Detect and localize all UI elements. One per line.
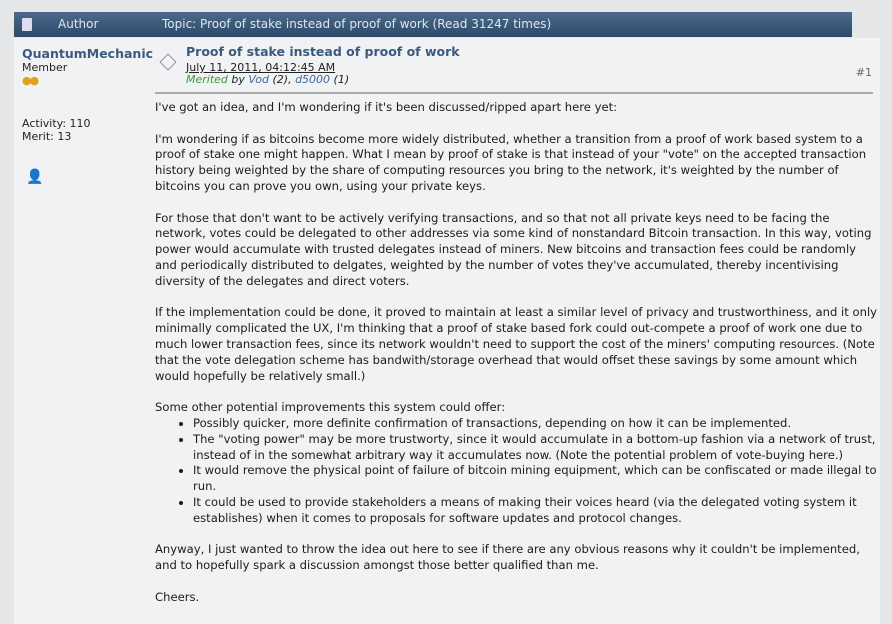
divider xyxy=(155,92,873,94)
post-body xyxy=(155,100,880,621)
paragraph: For those that don't want to be actively verifying transactions, and so that not all private keys need to be facing the network, votes could be delegated to other addresses via some kind of nonstandard Bitcoin transaction. In this way, voting power would accumulate with trusted delegates instead of miners. New bitcoins and transaction fees could be randomly and periodically distributed to delgates, weighted by the number of votes they've accumulated, thereby incentivising diversity of the delegates and direct voters. xyxy=(155,210,872,288)
list-item: • Possibly quicker, more definite confirmation of transactions, depending on how it can be implemented. xyxy=(193,416,880,432)
author-column-label: Author xyxy=(58,17,99,31)
post-date[interactable]: July 11, 2011, 04:12:45 AM xyxy=(186,61,336,74)
paragraph: I'm wondering if as bitcoins become more widely distributed, whether a transition from a proof of work based system to a proof of stake one might happen. What I mean by proof of stake is that instead of your "vote" on the accepted transaction history being weighted by the share of computing resources you bring to the network, it's weighted by the number of bitcoins you can prove you own, using your private keys. xyxy=(155,131,867,193)
closing-paragraph: Anyway, I just wanted to throw the idea out here to see if there are any obvious reasons why it couldn't be implemented, and to hopefully spark a discussion amongst those better qualified than me. xyxy=(155,542,860,573)
paragraph: Some other potential improvements this system could offer: xyxy=(155,400,506,415)
author-activity: Activity: 110 xyxy=(22,117,91,130)
merit-user[interactable]: Vod xyxy=(248,73,269,86)
post-title[interactable]: Proof of stake instead of proof of work xyxy=(186,44,460,59)
view-profile-icon[interactable]: 👤 xyxy=(26,169,44,185)
rank-coins-icon: ●● xyxy=(22,74,38,87)
author-info xyxy=(22,46,152,185)
post-number[interactable]: #1 xyxy=(855,66,872,79)
list-item: • The "voting power" may be more trustworty, since it would accumulate in a bottom-up fashion via a network of trust, instead of in the somewhat arbitrary way it accumulates now. (Note the potential problem of vote-buying here.) xyxy=(193,432,880,464)
author-merit: Merit: 13 xyxy=(22,130,72,143)
merit-by-label: by xyxy=(227,73,249,86)
list-item: • It would remove the physical point of failure of bitcoin mining equipment, which can be confiscated or made illegal to run. xyxy=(193,463,880,495)
author-rank: Member xyxy=(22,61,68,74)
post xyxy=(14,38,880,624)
merit-count: (2), xyxy=(269,73,296,86)
list-item: • It could be used to provide stakeholders a means of making their voices heard (via the delegated voting system it establishes) when it comes to proposals for software updates and protocol changes. xyxy=(193,495,880,527)
topic-title: Topic: Proof of stake instead of proof of work (Read 31247 times) xyxy=(162,17,552,31)
topic-header xyxy=(14,12,852,37)
improvements-list xyxy=(155,416,880,527)
merited-link[interactable]: Merited xyxy=(186,73,228,86)
post-icon xyxy=(160,54,177,71)
paragraph: If the implementation could be done, it proved to maintain at least a similar level of privacy and trustworthiness, and it only minimally complicated the UX, I'm thinking that a proof of stake based fork could out-compete a proof of work one due to much lower transaction fees, since its network wouldn't need to support the cost of the miners' computing resources. (Note that the vote delegation scheme has bandwith/storage overhead that would offset these savings by some amount which would hopefully be relatively small.) xyxy=(155,305,878,383)
author-name[interactable]: QuantumMechanic xyxy=(22,46,154,61)
topic-icon xyxy=(22,18,32,31)
merit-count: (1) xyxy=(330,73,350,86)
signoff: Cheers. xyxy=(155,589,200,604)
merited-by xyxy=(186,73,349,86)
merit-user[interactable]: d5000 xyxy=(295,73,331,86)
paragraph: I've got an idea, and I'm wondering if it's been discussed/ripped apart here yet: xyxy=(155,100,618,114)
